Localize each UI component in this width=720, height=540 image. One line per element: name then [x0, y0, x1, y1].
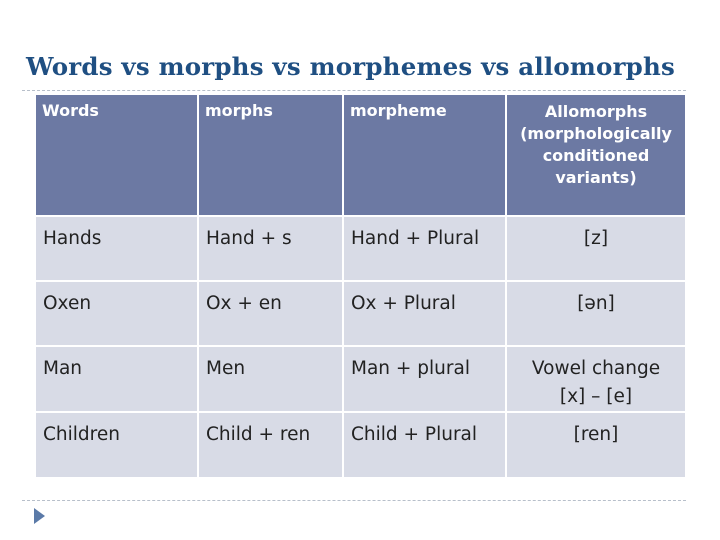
cell-allomorph-line: [ən]	[577, 293, 615, 314]
title-divider	[22, 90, 686, 91]
header-allomorphs-line: (morphologically	[520, 124, 672, 143]
cell-morphs: Men	[198, 346, 343, 412]
triangle-right-icon[interactable]	[34, 508, 45, 524]
cell-word: Hands	[36, 216, 198, 281]
header-allomorphs-line: Allomorphs	[544, 102, 648, 121]
table-row	[36, 281, 685, 346]
slide-title: Words vs morphs vs morphemes vs allomorphs	[26, 52, 676, 81]
cell-word: Oxen	[36, 281, 198, 346]
header-allomorphs	[506, 95, 685, 216]
header-allomorphs-line: conditioned	[542, 146, 650, 165]
cell-allomorph-line: [z]	[583, 228, 609, 249]
cell-allomorph	[506, 281, 685, 346]
header-morphs: morphs	[198, 95, 343, 216]
morph-table	[36, 95, 685, 477]
footer-divider	[22, 500, 686, 501]
cell-morpheme: Ox + Plural	[343, 281, 506, 346]
cell-morpheme: Man + plural	[343, 346, 506, 412]
cell-morphs: Hand + s	[198, 216, 343, 281]
header-words: Words	[36, 95, 198, 216]
header-allomorphs-line: variants)	[555, 168, 637, 187]
cell-allomorph	[506, 216, 685, 281]
cell-morpheme: Hand + Plural	[343, 216, 506, 281]
table-row	[36, 412, 685, 477]
table-header-row	[36, 95, 685, 216]
cell-allomorph	[506, 412, 685, 477]
table-row	[36, 216, 685, 281]
cell-allomorph-line: [ren]	[573, 424, 619, 445]
cell-word: Man	[36, 346, 198, 412]
cell-morphs: Child + ren	[198, 412, 343, 477]
table-row	[36, 346, 685, 412]
header-morpheme: morpheme	[343, 95, 506, 216]
cell-allomorph	[506, 346, 685, 412]
cell-morphs: Ox + en	[198, 281, 343, 346]
cell-word: Children	[36, 412, 198, 477]
cell-allomorph-line: Vowel change	[531, 358, 661, 379]
cell-morpheme: Child + Plural	[343, 412, 506, 477]
cell-allomorph-line: [x] – [e]	[559, 386, 633, 407]
